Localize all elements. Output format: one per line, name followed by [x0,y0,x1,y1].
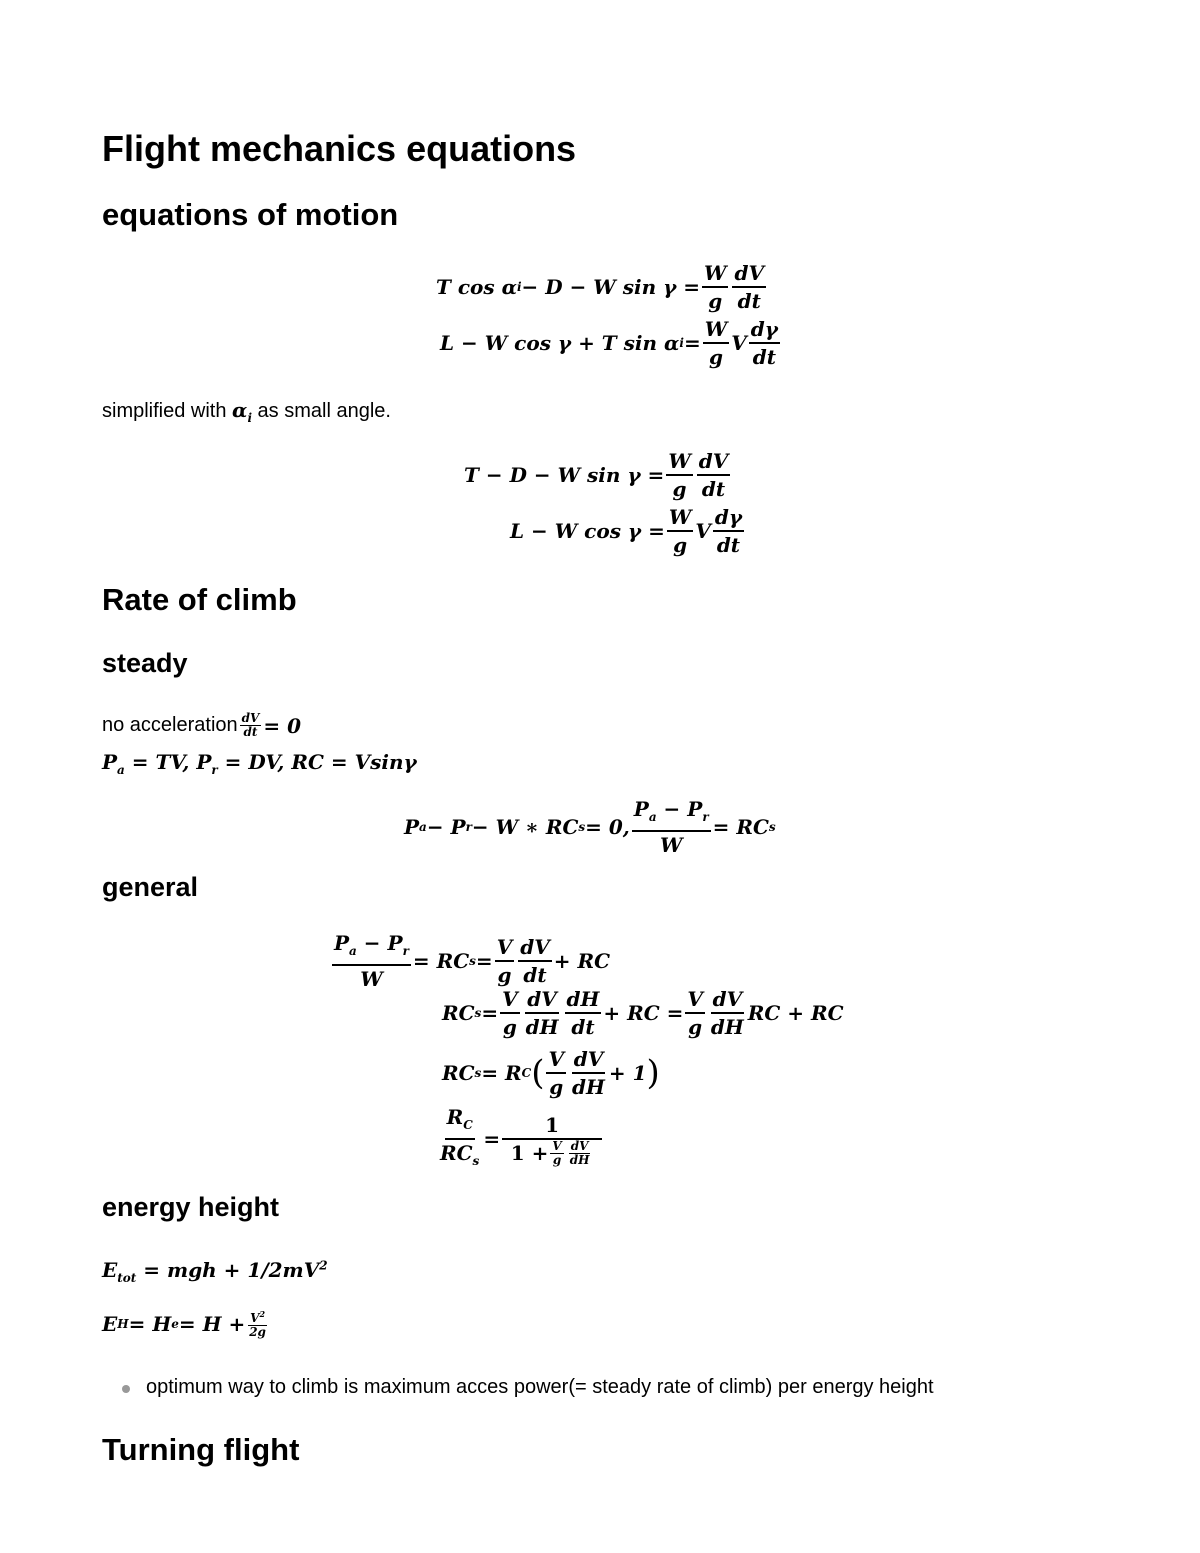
equation-motion-1: T cos α i − D − W sin γ = $\frac{W}{g}$ $\frac{dV}{dt}$ [436,261,764,313]
equation-simplified-2: L − W cos γ = $\frac{W}{g}$ V $\frac{d\gamma}{dt}$ [510,505,743,557]
equation-total-energy: $E_{tot}$ = mgh + $1/2mV^2$ [102,1258,328,1285]
bullet-marker [122,1385,130,1393]
heading-energy-height: energy height [102,1192,280,1222]
bullet-optimum-climb: optimum way to climb is maximum acces power(= steady rate of climb) per energy height [146,1376,934,1398]
heading-rate-of-climb: Rate of climb [102,582,297,617]
power-definitions: $P_a$ = TV, $P_r$ = DV, RC = Vsinγ [102,750,417,777]
no-acceleration-line: no acceleration $\frac{dV}{dt}$ = 0 [102,711,301,739]
page-title: Flight mechanics equations [102,128,577,169]
equation-general-1: $\frac{P_a - P_r}{W}$ = RC s = $\frac{V}{g}$ $\frac{dV}{dt}$ + RC [334,931,610,991]
equation-motion-2: L − W cos γ + T sin α i = $\frac{W}{g}$ V $\frac{d\gamma}{dt}$ [440,317,778,369]
equation-energy-height: E H = H e = H + $\frac{V^2}{2g}$ [102,1309,266,1339]
equation-general-2: RC s = $\frac{V}{g}$ $\frac{dV}{dH}$ $\frac{dH}{dt}$ + RC = $\frac{V}{g}$ $\frac{dV}{dH}$ RC + RC [442,987,844,1039]
equation-general-4: $\frac{R_C}{RC_s}$ = 1 1 + $\frac{V}{g}$ $\frac{dV}{dH}$ [436,1104,604,1174]
equation-simplified-1: T − D − W sin γ = $\frac{W}{g}$ $\frac{dV}{dt}$ [464,449,729,501]
equation-steady-climb: P a − P r − W ∗ RC s = 0, $\frac{P_a - P_r}{W}$ = RC s [404,797,776,857]
heading-steady: steady [102,648,188,678]
heading-equations-of-motion: equations of motion [102,197,399,232]
equation-general-3: RC s = R C ( $\frac{V}{g}$ $\frac{dV}{dH}$ + 1 ) [442,1047,660,1099]
heading-turning-flight: Turning flight [102,1432,300,1467]
heading-general: general [102,872,199,902]
simplified-note: simplified with $\alpha_i$ as small angle. [102,398,391,425]
